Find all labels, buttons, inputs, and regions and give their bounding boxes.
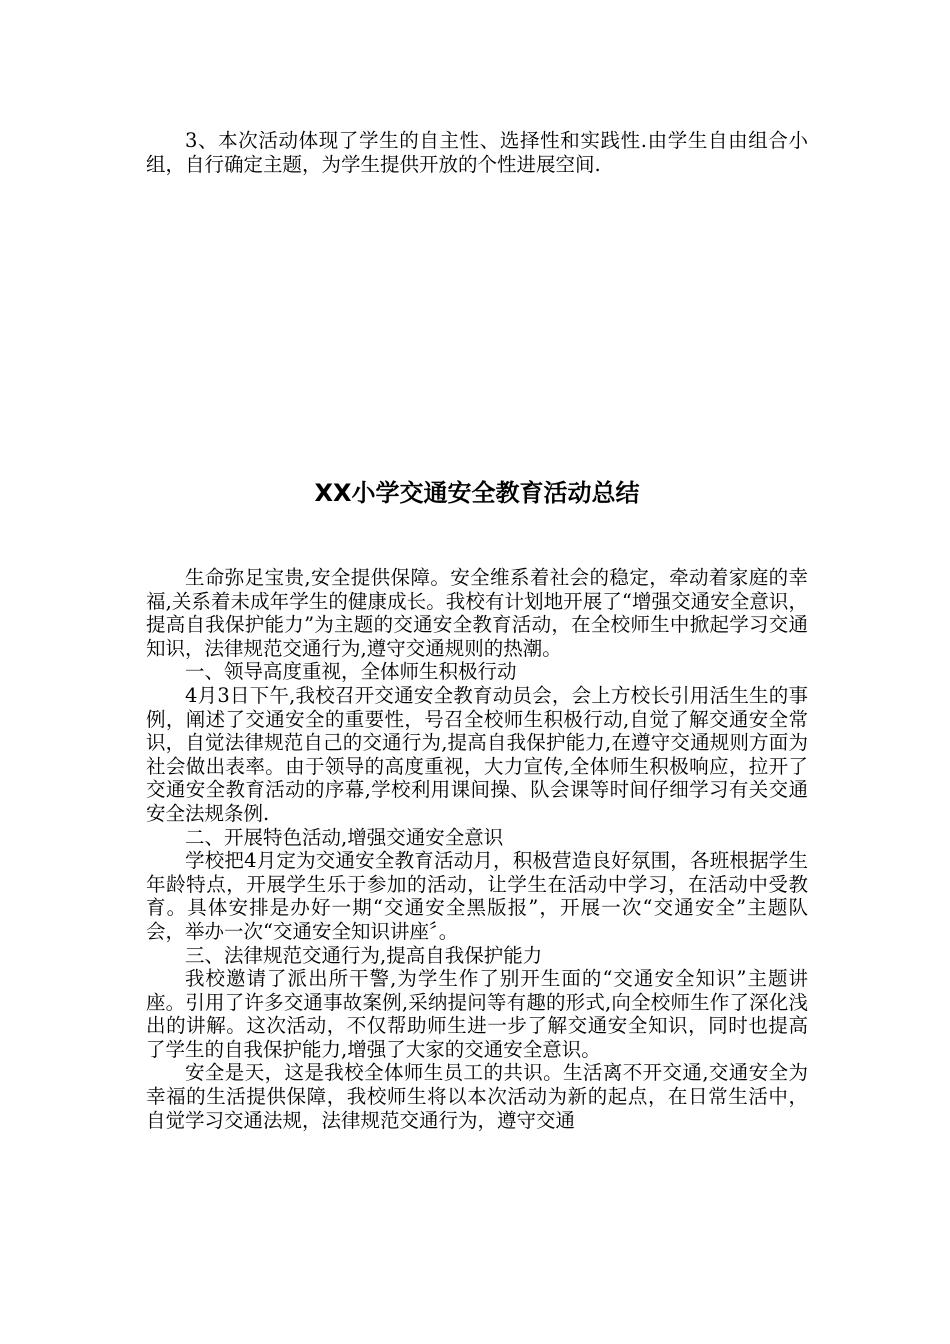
top-text-block [146,129,808,176]
paragraph-intro: 生命弥足宝贵,安全提供保障。安全维系着社会的稳定，牵动着家庭的幸福,关系着未成年学生的健康成长。我校有计划地开展了“增强交通安全意识，提高自我保护能力”为主题的交通安全教育活动，在全校师生中掀起学习交通知识，法律规范交通行为,遵守交通规则的热潮。 [146,566,808,660]
paragraph-conclusion: 安全是天，这是我校全体师生员工的共识。生活离不开交通,交通安全为幸福的生活提供保障，我校师生将以本次活动为新的起点，在日常生活中，自觉学习交通法规，法律规范交通行为，遵守交通 [146,1061,808,1132]
document-title: XX小学交通安全教育活动总结 [314,479,640,507]
paragraph-section-2: 学校把4月定为交通安全教育活动月，积极营造良好氛围，各班根据学生年龄特点，开展学生乐于参加的活动，让学生在活动中学习，在活动中受教育。具体安排是办好一期“交通安全黑版报”，开展一次“交通安全”主题队会，举办一次“交通安全知识讲座〞。 [146,849,808,943]
paragraph-section-3: 我校邀请了派出所干警,为学生作了别开生面的“交通安全知识”主题讲座。引用了许多交通事故案例,采纳提问等有趣的形式,向全校师生作了深化浅出的讲解。这次活动，不仅帮助师生进一步了解交通安全知识，同时也提高了学生的自我保护能力,增强了大家的交通安全意识。 [146,967,808,1061]
paragraph-section-1: 4月3日下午,我校召开交通安全教育动员会，会上方校长引用活生生的事例，阐述了交通安全的重要性，号召全校师生积极行动,自觉了解交通安全常识，自觉法律规范自己的交通行为,提高自我保护能力,在遵守交通规则方面为社会做出表率。由于领导的高度重视，大力宣传,全体师生积极响应，拉开了交通安全教育活动的序幕,学校利用课间操、队会课等时间仔细学习有关交通安全法规条例. [146,683,808,825]
section-heading-3: 三、法律规范交通行为,提高自我保护能力 [185,943,543,967]
paragraph-activity-point-3: 3、本次活动体现了学生的自主性、选择性和实践性.由学生自由组合小组，自行确定主题，为学生提供开放的个性进展空间. [146,129,808,176]
body-text-block [146,566,808,1132]
section-heading-1: 一、领导高度重视，全体师生积极行动 [185,660,517,684]
section-heading-2: 二、开展特色活动,增强交通安全意识 [185,825,504,849]
